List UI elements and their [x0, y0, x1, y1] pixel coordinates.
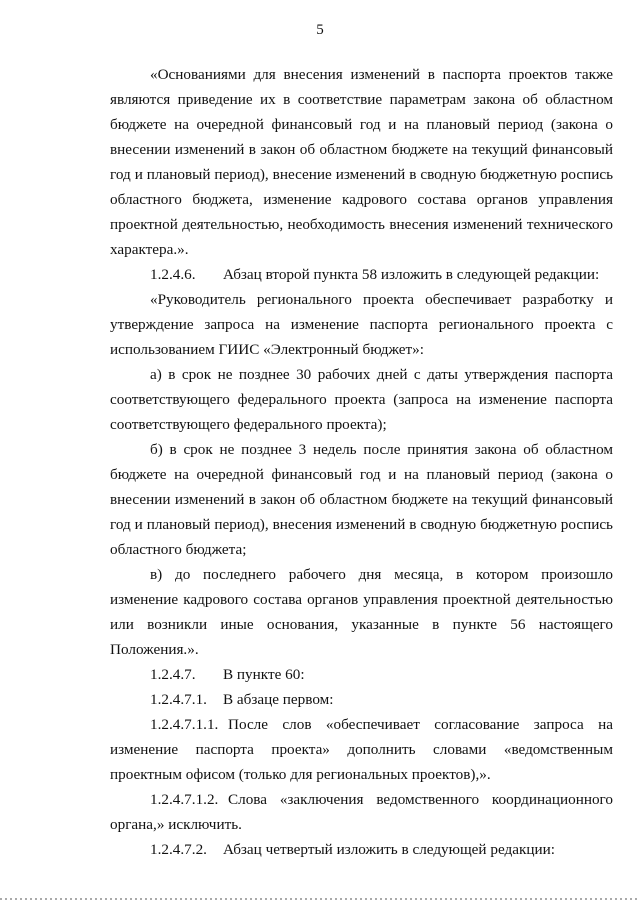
- clause-number: 1.2.4.7.1.2.: [150, 791, 219, 808]
- clause-text: В абзаце первом:: [223, 691, 334, 708]
- page-number: 5: [316, 22, 324, 38]
- scan-edge-divider: [0, 898, 640, 900]
- paragraph-1-2-4-7-1-2: [110, 787, 613, 837]
- list-item-b: б) в срок не позднее 3 недель после принятия закона об областном бюджете на очередной финансовый год и на плановый период (закона о внесении изменений в закон об областном бюджете на текущий финансовый год и плановый период), внесения изменений в сводную бюджетную роспись областного бюджета;: [110, 441, 613, 558]
- paragraph-grounds: «Основаниями для внесения изменений в паспорта проектов также являются приведение их в соответствие параметрам закона об областном бюджете на очередной финансовый год и на плановый период (закона о внесении изменений в закон об областном бюджете на текущий финансовый год и плановый период), внесение изменений в сводную бюджетную роспись областного бюджета, изменение кадрового состава органов управления проектной деятельностью, необходимость внесения изменений технического характера.».: [110, 66, 613, 258]
- paragraph-1-2-4-7-2: [110, 837, 613, 862]
- paragraph-1-2-4-7: [110, 662, 613, 687]
- list-item-v: в) до последнего рабочего дня месяца, в котором произошло изменение кадрового состава органов управления проектной деятельностью или возникли иные основания, указанные в пункте 56 настоящего Положения.».: [110, 566, 613, 658]
- list-item-a: а) в срок не позднее 30 рабочих дней с даты утверждения паспорта соответствующего федерального проекта (запроса на изменение паспорта соответствующего федерального проекта);: [110, 366, 613, 433]
- clause-number: 1.2.4.7.: [150, 666, 196, 683]
- paragraph-project-lead: «Руководитель регионального проекта обеспечивает разработку и утверждение запроса на изменение паспорта регионального проекта с использованием ГИИС «Электронный бюджет»:: [110, 291, 613, 358]
- clause-text: В пункте 60:: [223, 666, 305, 683]
- document-body: [110, 62, 613, 862]
- paragraph-1-2-4-7-1-1: [110, 712, 613, 787]
- clause-text: Абзац второй пункта 58 изложить в следующей редакции:: [223, 266, 600, 283]
- clause-number: 1.2.4.7.1.1.: [150, 716, 219, 733]
- clause-text: После слов «обеспечивает согласование запроса на изменение паспорта проекта» дополнить словами «ведомственным проектным офисом (только для региональных проектов),».: [110, 716, 613, 783]
- clause-number: 1.2.4.7.2.: [150, 841, 207, 858]
- paragraph-1-2-4-6: [110, 262, 613, 287]
- clause-number: 1.2.4.7.1.: [150, 691, 207, 708]
- clause-text: Слова «заключения ведомственного координационного органа,» исключить.: [110, 791, 613, 833]
- clause-number: 1.2.4.6.: [150, 266, 196, 283]
- paragraph-1-2-4-7-1: [110, 687, 613, 712]
- clause-text: Абзац четвертый изложить в следующей редакции:: [223, 841, 555, 858]
